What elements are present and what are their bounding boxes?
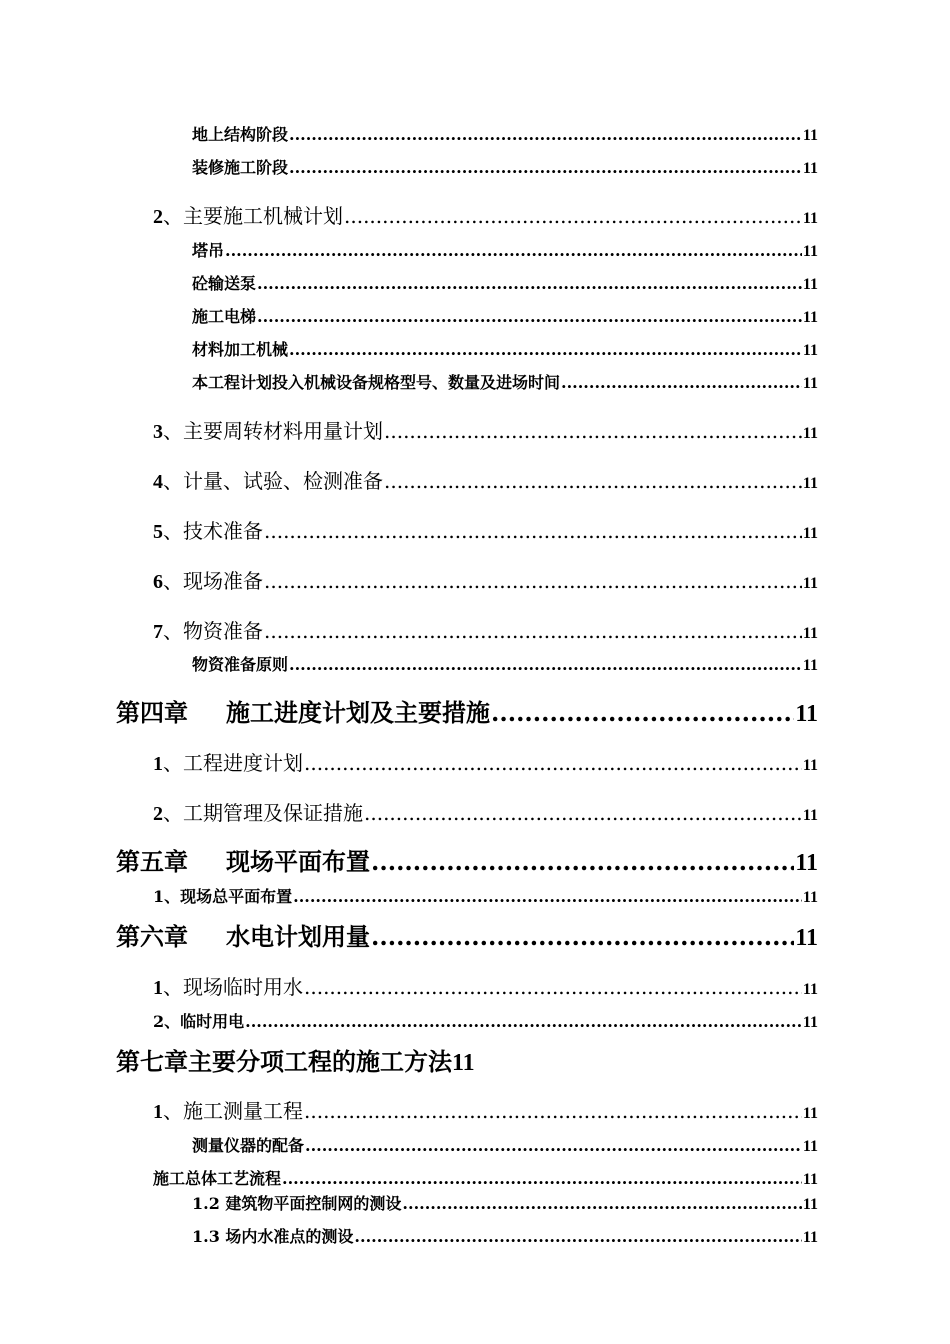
toc-entry-title: 1、现场总平面布置 — [153, 887, 293, 906]
toc-entry-text: 施工测量工程 — [183, 1099, 303, 1123]
toc-page-number: 11 — [802, 309, 818, 326]
toc-leader-dots — [402, 1194, 801, 1213]
toc-page-number: 11 — [802, 475, 818, 492]
toc-entry-title — [153, 797, 363, 826]
toc-separator: 、 — [163, 619, 183, 643]
toc-entry-concrete-pump[interactable] — [192, 271, 818, 294]
toc-entry-testing-prep[interactable] — [153, 465, 818, 494]
toc-leader-dots — [289, 340, 802, 359]
toc-leader-dots — [364, 801, 802, 825]
toc-entry-site-layout[interactable] — [153, 884, 818, 907]
toc-chapter-title: 第七章主要分项工程的施工方法 — [116, 1047, 452, 1076]
toc-page-number: 11 — [802, 1196, 818, 1213]
toc-page-number: 11 — [802, 425, 818, 442]
toc-entry-text: 工期管理及保证措施 — [183, 801, 363, 825]
toc-page-number: 11 — [795, 925, 818, 951]
toc-leader-dots — [289, 158, 802, 177]
toc-entry-temporary-power[interactable] — [153, 1009, 818, 1032]
toc-entry-title — [153, 565, 263, 594]
toc-chapter-text: 现场平面布置 — [226, 847, 370, 876]
toc-entry-title: 测量仪器的配备 — [192, 1136, 305, 1155]
toc-leader-dots — [257, 307, 802, 326]
toc-page-number: 11 — [452, 1050, 475, 1076]
toc-chapter-title — [116, 917, 370, 952]
toc-entry-schedule-management[interactable] — [153, 797, 818, 826]
toc-page-number: 11 — [802, 1138, 818, 1155]
toc-entry-number: 2 — [153, 803, 163, 825]
toc-leader-dots — [282, 1169, 802, 1188]
toc-page-number: 11 — [802, 525, 818, 542]
toc-leader-dots — [354, 1227, 801, 1246]
toc-entry-title — [153, 465, 383, 494]
toc-page-number: 11 — [802, 1014, 818, 1031]
toc-page-number: 11 — [802, 210, 818, 227]
toc-entry-title: 1.2 建筑物平面控制网的测设 — [192, 1194, 402, 1213]
toc-entry-title: 2、临时用电 — [153, 1012, 245, 1031]
toc-entry-text: 现场临时用水 — [183, 975, 303, 999]
toc-leader-dots — [384, 419, 802, 443]
toc-entry-title — [153, 615, 263, 644]
toc-leader-dots — [371, 922, 794, 951]
toc-entry-text: 物资准备 — [183, 619, 263, 643]
toc-entry-title: 地上结构阶段 — [192, 125, 289, 144]
toc-entry-number: 4 — [153, 471, 163, 493]
toc-page-number: 11 — [802, 575, 818, 592]
toc-page-number: 11 — [802, 127, 818, 144]
toc-leader-dots — [264, 569, 802, 593]
toc-entry-above-ground-structure[interactable] — [192, 122, 818, 145]
toc-page-number: 11 — [802, 981, 818, 998]
toc-page-number: 11 — [795, 701, 818, 727]
toc-leader-dots — [293, 887, 802, 906]
toc-chapter-title — [116, 842, 370, 877]
toc-separator: 、 — [163, 569, 183, 593]
toc-entry-title — [153, 200, 343, 229]
toc-entry-text: 技术准备 — [183, 519, 263, 543]
toc-entry-number: 3 — [153, 421, 163, 443]
toc-entry-number: 6 — [153, 571, 163, 593]
toc-entry-title: 砼输送泵 — [192, 274, 257, 293]
toc-chapter-6[interactable] — [116, 917, 818, 952]
toc-page-number: 11 — [802, 807, 818, 824]
toc-entry-site-prep[interactable] — [153, 565, 818, 594]
toc-page-number: 11 — [802, 243, 818, 260]
toc-page-number: 11 — [802, 757, 818, 774]
toc-entry-number: 1 — [153, 753, 163, 775]
toc-entry-number: 1 — [153, 977, 163, 999]
toc-leader-dots — [371, 847, 794, 876]
toc-entry-material-prep[interactable] — [153, 615, 818, 644]
toc-leader-dots — [304, 1099, 802, 1123]
toc-entry-number: 7 — [153, 621, 163, 643]
toc-entry-text: 主要周转材料用量计划 — [183, 419, 383, 443]
toc-page-number: 11 — [802, 889, 818, 906]
toc-leader-dots — [289, 125, 802, 144]
toc-chapter-text: 水电计划用量 — [226, 922, 370, 951]
toc-page-number: 11 — [795, 850, 818, 876]
toc-page-number: 11 — [802, 1229, 818, 1246]
toc-entry-text: 主要施工机械计划 — [183, 204, 343, 228]
toc-entry-progress-plan[interactable] — [153, 747, 818, 776]
toc-entry-decoration-stage[interactable] — [192, 155, 818, 178]
toc-entry-process-flow[interactable] — [153, 1166, 818, 1189]
toc-entry-title — [153, 747, 303, 776]
toc-separator: 、 — [163, 751, 183, 775]
toc-separator: 、 — [163, 975, 183, 999]
toc-entry-title: 1.3 场内水准点的测设 — [192, 1227, 354, 1246]
toc-chapter-title — [116, 693, 490, 728]
toc-entry-technical-prep[interactable] — [153, 515, 818, 544]
toc-entry-title — [153, 415, 383, 444]
toc-entry-text: 工程进度计划 — [183, 751, 303, 775]
toc-entry-title — [153, 515, 263, 544]
toc-entry-number: 2 — [153, 206, 163, 228]
toc-leader-dots — [289, 655, 802, 674]
toc-chapter-label: 第五章 — [116, 847, 188, 876]
toc-separator: 、 — [163, 419, 183, 443]
toc-entry-material-machinery[interactable] — [192, 337, 818, 360]
toc-entry-text: 计量、试验、检测准备 — [183, 469, 383, 493]
toc-page-number: 11 — [802, 625, 818, 642]
toc-entry-tower-crane[interactable] — [192, 238, 818, 261]
toc-separator: 、 — [163, 519, 183, 543]
toc-entry-title: 本工程计划投入机械设备规格型号、数量及进场时间 — [192, 373, 561, 392]
toc-leader-dots — [257, 274, 802, 293]
toc-chapter-text: 施工进度计划及主要措施 — [226, 698, 490, 727]
toc-leader-dots — [305, 1136, 802, 1155]
toc-chapter-7[interactable] — [116, 1042, 475, 1077]
toc-entry-temporary-water[interactable] — [153, 971, 818, 1000]
toc-entry-number: 1 — [153, 1101, 163, 1123]
toc-page-number: 11 — [802, 375, 818, 392]
toc-entry-number: 5 — [153, 521, 163, 543]
toc-page-number: 11 — [802, 1105, 818, 1122]
toc-page-number: 11 — [802, 657, 818, 674]
toc-leader-dots — [304, 975, 802, 999]
toc-entry-title: 物资准备原则 — [192, 655, 289, 674]
toc-entry-formwork-plan[interactable] — [153, 415, 818, 444]
toc-chapter-label: 第四章 — [116, 698, 188, 727]
toc-chapter-5[interactable] — [116, 842, 818, 877]
toc-entry-benchmark-survey[interactable] — [192, 1224, 818, 1247]
toc-page-number: 11 — [802, 276, 818, 293]
toc-separator: 、 — [163, 469, 183, 493]
toc-leader-dots — [264, 519, 802, 543]
toc-leader-dots — [491, 698, 794, 727]
toc-leader-dots — [264, 619, 802, 643]
toc-chapter-label: 第六章 — [116, 922, 188, 951]
toc-entry-machinery-plan[interactable] — [153, 200, 818, 229]
toc-entry-survey-works[interactable] — [153, 1095, 818, 1124]
toc-entry-title: 材料加工机械 — [192, 340, 289, 359]
toc-separator: 、 — [163, 1099, 183, 1123]
toc-leader-dots — [384, 469, 802, 493]
toc-entry-survey-instruments[interactable] — [192, 1133, 818, 1156]
toc-entry-title: 施工电梯 — [192, 307, 257, 326]
toc-entry-material-principles[interactable] — [192, 652, 818, 675]
toc-entry-text: 现场准备 — [183, 569, 263, 593]
toc-chapter-4[interactable] — [116, 693, 818, 728]
toc-leader-dots — [304, 751, 802, 775]
toc-entry-title: 施工总体工艺流程 — [153, 1169, 282, 1188]
toc-leader-dots — [561, 373, 802, 392]
toc-entry-title — [153, 1095, 303, 1124]
toc-leader-dots — [344, 204, 802, 228]
toc-page-number: 11 — [802, 1171, 818, 1188]
toc-entry-control-network[interactable] — [192, 1191, 818, 1214]
toc-entry-title: 装修施工阶段 — [192, 158, 289, 177]
toc-leader-dots — [225, 241, 802, 260]
toc-page-number: 11 — [802, 160, 818, 177]
toc-entry-equipment-schedule[interactable] — [192, 370, 818, 393]
toc-entry-title: 塔吊 — [192, 241, 225, 260]
toc-leader-dots — [245, 1012, 802, 1031]
toc-page-number: 11 — [802, 342, 818, 359]
toc-separator: 、 — [163, 204, 183, 228]
toc-entry-construction-elevator[interactable] — [192, 304, 818, 327]
toc-separator: 、 — [163, 801, 183, 825]
toc-entry-title — [153, 971, 303, 1000]
